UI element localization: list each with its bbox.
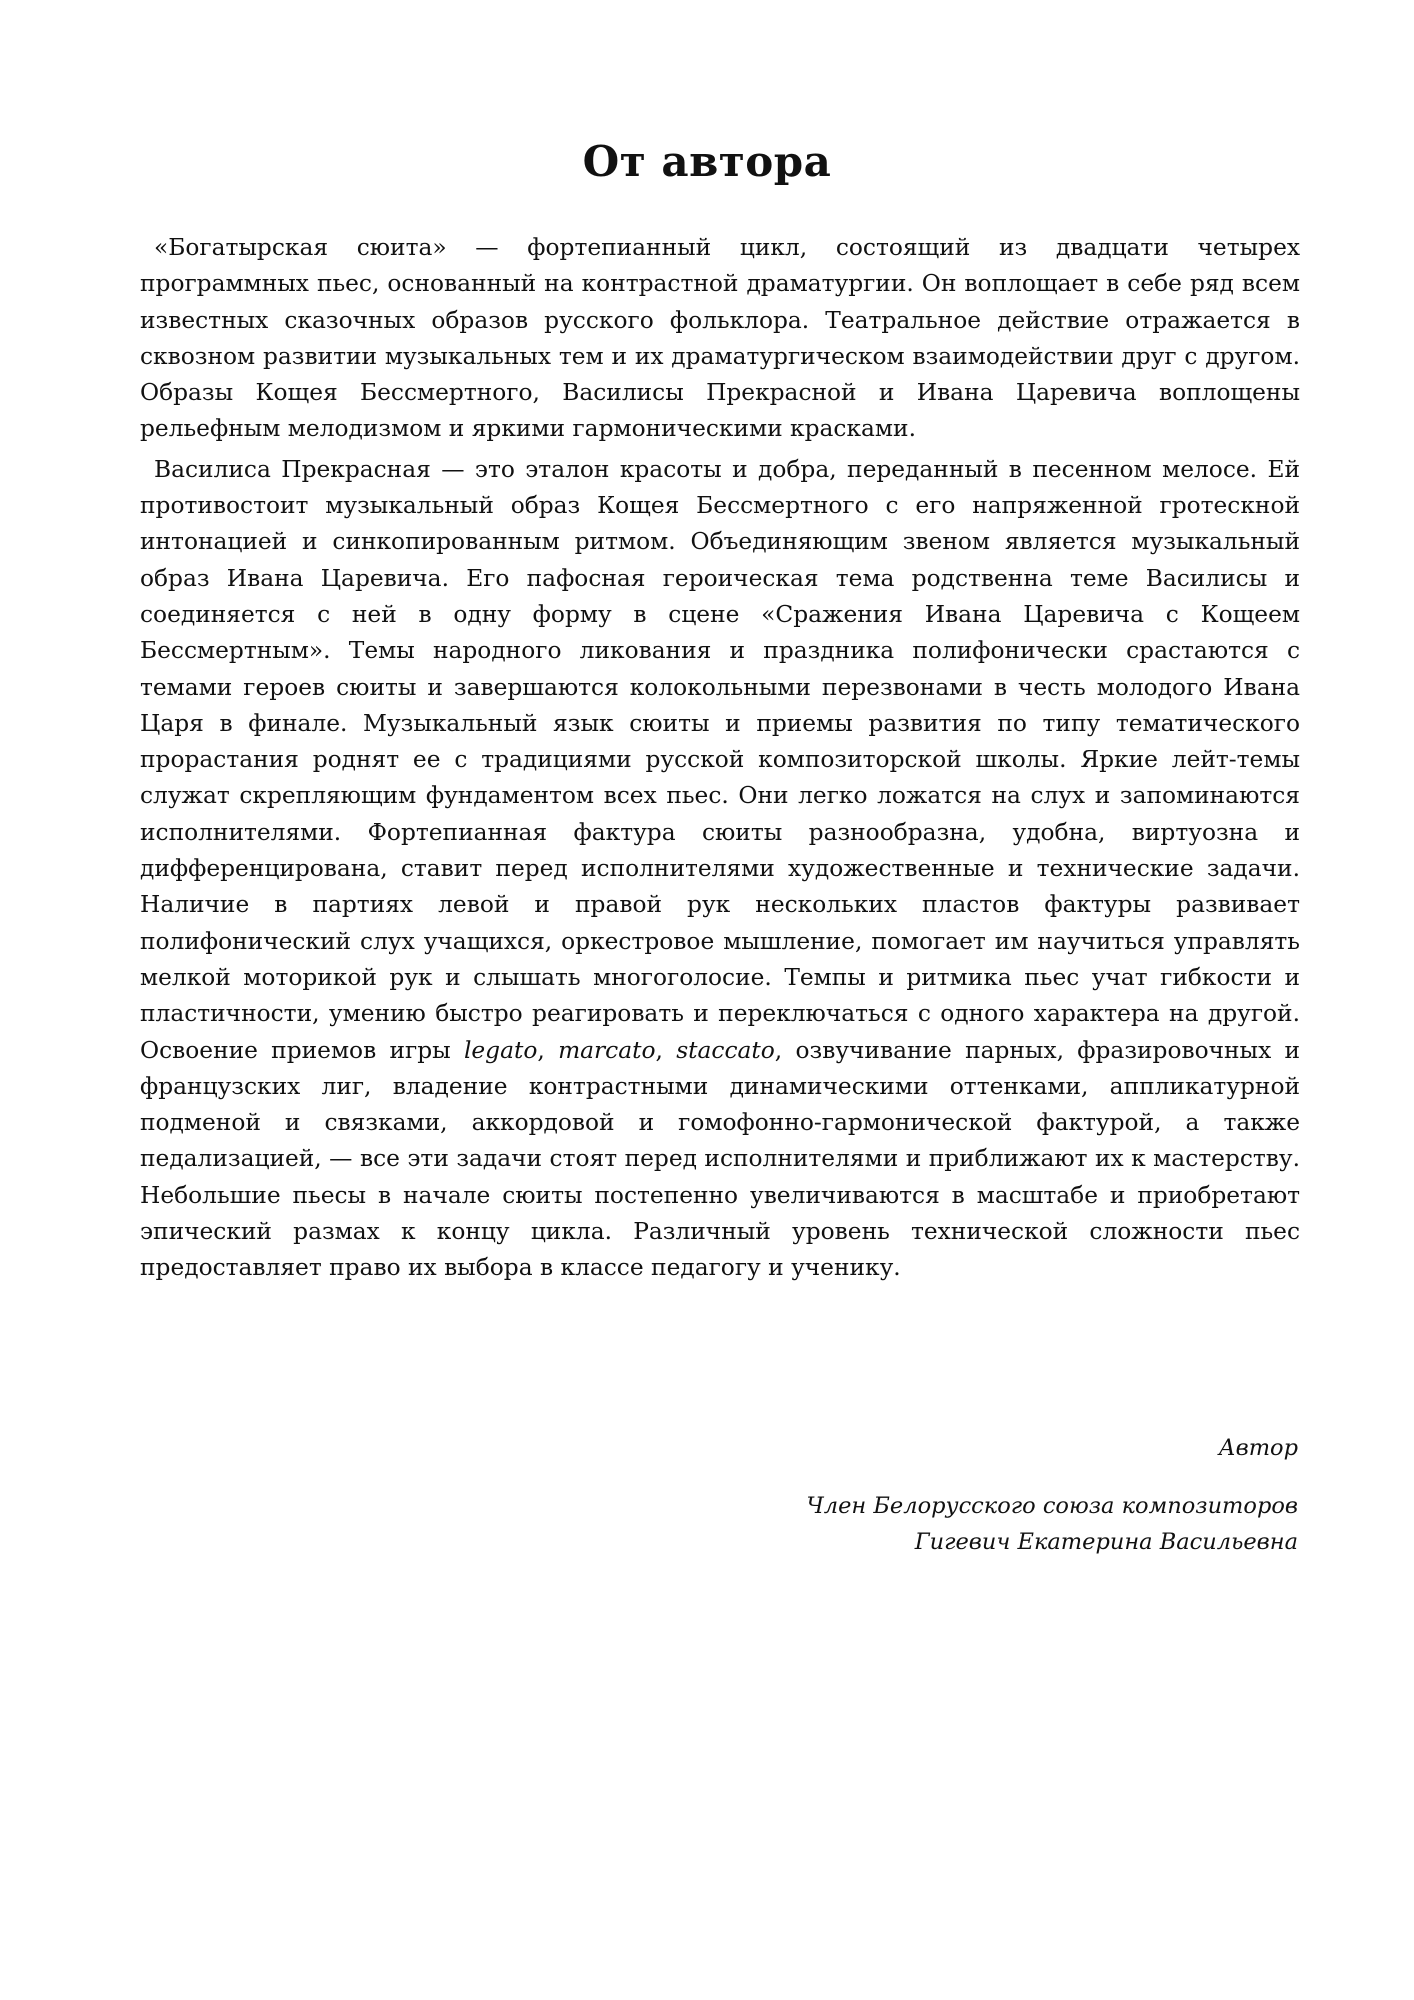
signature-name: Гигевич Екатерина Васильевна [914, 1529, 1298, 1555]
paragraph-2 [140, 452, 1300, 1287]
term-marcato: marcato [558, 1036, 656, 1064]
paragraph-1: «Богатырская сюита» — фортепианный цикл, состоящий из двадцати четырех программных пьес, основанный на контрастной драматургии. Он воплощает в себе ряд всем известных сказочных образов русского фольклора. Театральное действие отражается в сквозном развитии музыкальных тем и их драматургическом взаимодействии друг с другом. Образы Кощея Бессмертного, Василисы Прекрасной и Ивана Царевича воплощены рельефным мелодизмом и яркими гармоническими красками. [140, 234, 1300, 443]
paragraph-2-part-1: Василиса Прекрасная — это эталон красоты и добра, переданный в песенном мелосе. Ей противостоит музыкальный образ Кощея Бессмертного с его напряженной гротескной интонацией и синкопированным ритмом. Объединяющим звеном является музыкальный образ Ивана Царевича. Его пафосная героическая тема родственна теме Василисы и соединяется с ней в одну форму в сцене «Сражения Ивана Царевича с Кощеем Бессмертным». Темы народного ликования и праздника полифонически срастаются с темами героев сюиты и завершаются колокольными перезвонами в честь молодого Ивана Царя в финале. Музыкальный язык сюиты и приемы развития по типу тематического прорастания роднят ее с традициями русской композиторской школы. Яркие лейт-темы служат скрепляющим фундаментом всех пьес. Они легко ложатся на слух и запоминаются исполнителями. Фортепианная фактура сюиты разнообразна, удобна, виртуозна и дифференцирована, ставит перед исполнителями художественные и технические задачи. Наличие в партиях левой и правой рук нескольких пластов фактуры развивает полифонический слух учащихся, оркестровое мышление, помогает им научиться управлять мелкой моторикой рук и слышать многоголосие. Темпы и ритмика пьес учат гибкости и пластичности, умению быстро реагировать и переключаться с одного характера на другой. Освоение приемов игры [140, 455, 1300, 1064]
signature-author: Автор [1218, 1435, 1298, 1461]
term-staccato: staccato [676, 1036, 775, 1064]
signature-membership: Член Белорусского союза композиторов [806, 1493, 1298, 1519]
term-separator: , [655, 1036, 677, 1064]
term-legato: legato [463, 1036, 538, 1064]
body-text [140, 230, 1300, 1291]
paragraph-2-part-2: , озвучивание парных, фразировочных и французских лиг, владение контрастными динамическими оттенками, аппликатурной подменой и связками, аккордовой и гомофонно-гармонической фактурой, а также педализацией, — все эти задачи стоят перед исполнителями и приближают их к мастерству. Небольшие пьесы в начале сюиты постепенно увеличиваются в масштабе и приобретают эпический размах к концу цикла. Различный уровень технической сложности пьес предоставляет право их выбора в классе педагогу и ученику. [140, 1036, 1301, 1282]
page-title: От автора [582, 137, 832, 186]
term-separator: , [537, 1036, 559, 1064]
